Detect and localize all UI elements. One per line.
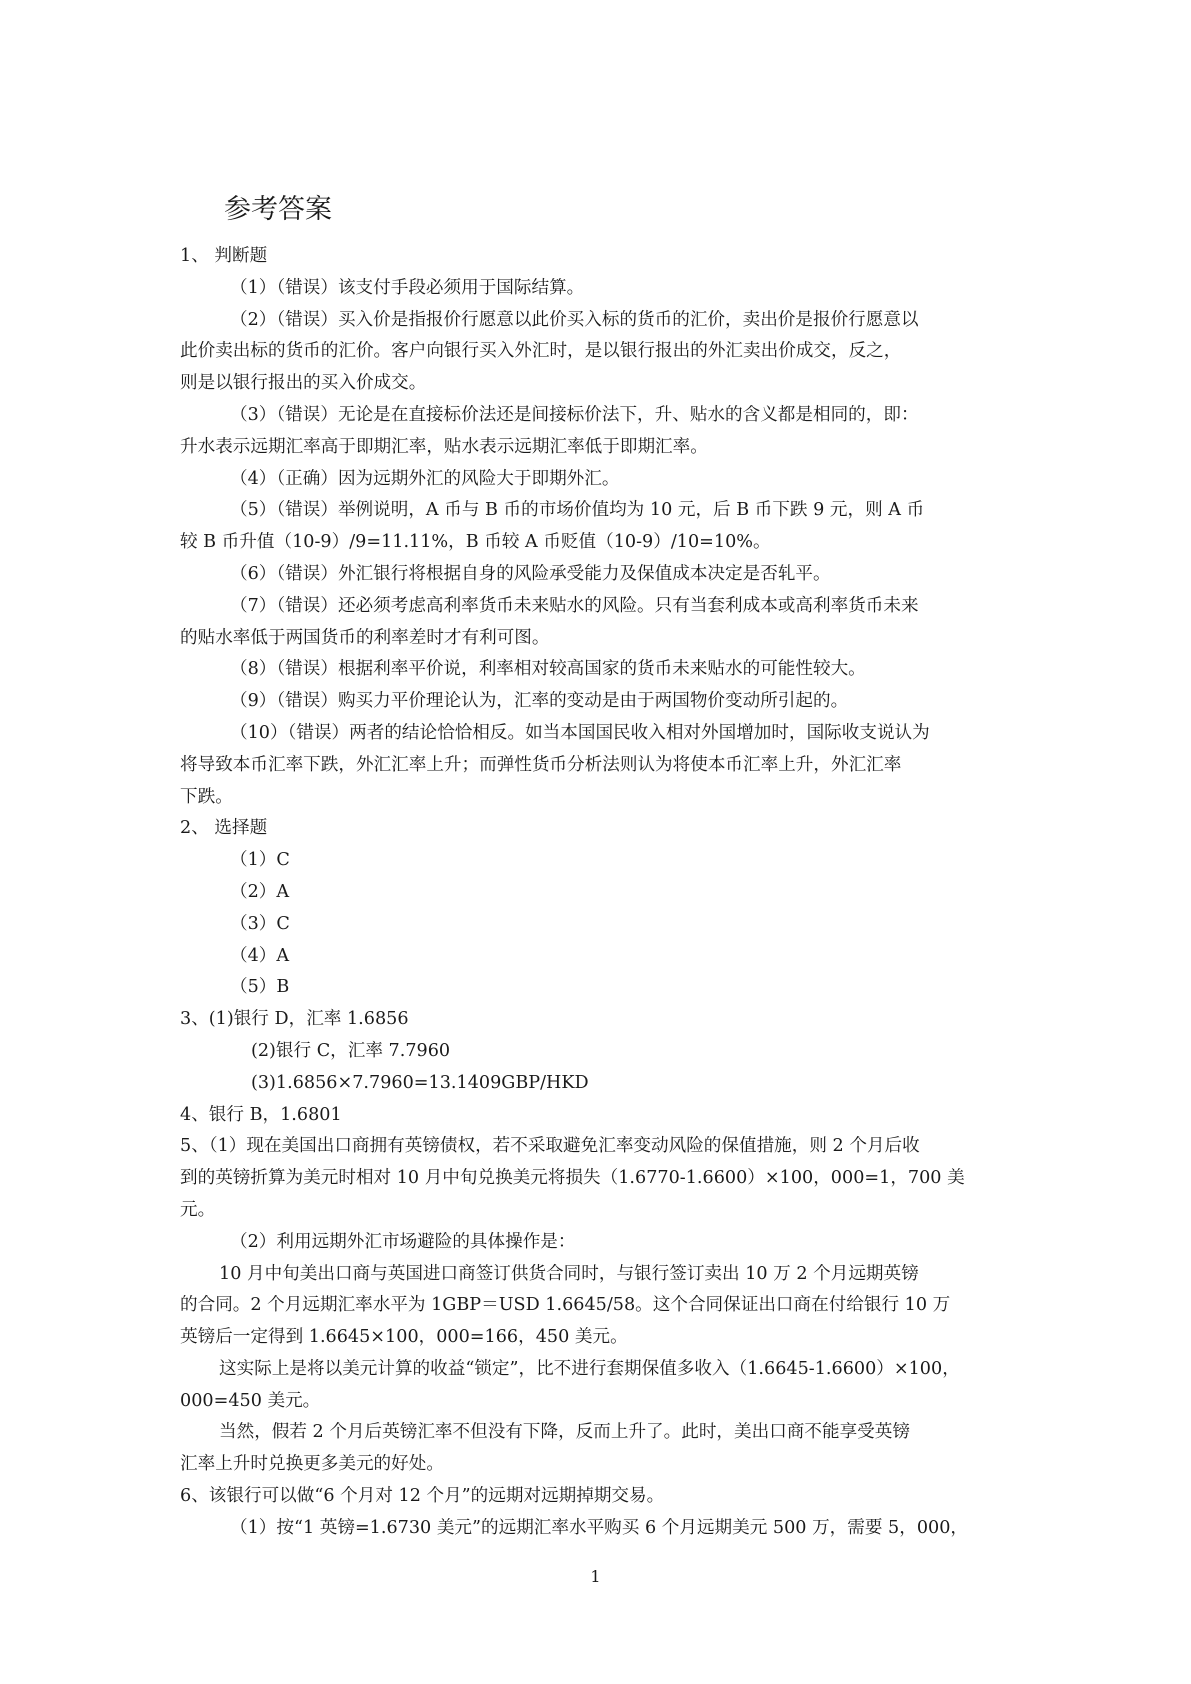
answer-line: 到的英镑折算为美元时相对 10 月中旬兑换美元将损失（1.6770-1.6600）×100，000=1，700 美	[180, 1168, 965, 1189]
answer-line: 则是以银行报出的买入价成交。	[180, 373, 427, 394]
page-number: 1	[590, 1567, 601, 1586]
answer-body	[180, 241, 1048, 1545]
choice-answer: （3）C	[230, 913, 290, 934]
answer-line: （3）（错误）无论是在直接标价法还是间接标价法下，升、贴水的含义都是相同的，即：	[230, 404, 919, 425]
answer-line: 升水表示远期汇率高于即期汇率，贴水表示远期汇率低于即期汇率。	[180, 436, 708, 457]
answer-line: 此价卖出标的货币的汇价。客户向银行买入外汇时，是以银行报出的外汇卖出价成交，反之，	[180, 341, 902, 362]
answer-line: (3)1.6856×7.7960=13.1409GBP/HKD	[251, 1072, 589, 1093]
choice-answer: （5）B	[230, 977, 290, 998]
choice-answer: （1）C	[230, 850, 290, 871]
choice-answer: （4）A	[230, 945, 290, 966]
answer-line: 的合同。2 个月远期汇率水平为 1GBP＝USD 1.6645/58。这个合同保证出口商在付给银行 10 万	[180, 1295, 951, 1316]
answer-line: （2）（错误）买入价是指报价行愿意以此价买入标的货币的汇价，卖出价是报价行愿意以	[230, 309, 919, 330]
answer-line: 6、该银行可以做“6 个月对 12 个月”的远期对远期掉期交易。	[180, 1486, 665, 1507]
answer-line: 汇率上升时兑换更多美元的好处。	[180, 1454, 444, 1475]
section-heading: 2、 选择题	[180, 818, 268, 839]
answer-line: 将导致本币汇率下跌，外汇汇率上升；而弹性货币分析法则认为将使本币汇率上升，外汇汇率	[180, 754, 902, 775]
answer-line: 000=450 美元。	[180, 1390, 321, 1411]
answer-line: （7）（错误）还必须考虑高利率货币未来贴水的风险。只有当套利成本或高利率货币未来	[230, 595, 919, 616]
answer-line: （8）（错误）根据利率平价说，利率相对较高国家的货币未来贴水的可能性较大。	[230, 659, 866, 680]
answer-line: 5、（1）现在美国出口商拥有英镑债权，若不采取避免汇率变动风险的保值措施，则 2 个月后收	[180, 1136, 920, 1157]
answer-line: 10 月中旬美出口商与英国进口商签订供货合同时，与银行签订卖出 10 万 2 个月远期英镑	[219, 1263, 919, 1284]
answer-line: （6）（错误）外汇银行将根据自身的风险承受能力及保值成本决定是否轧平。	[230, 563, 831, 584]
answer-line: （4）（正确）因为远期外汇的风险大于即期外汇。	[230, 468, 620, 489]
choice-answer: （2）A	[230, 881, 290, 902]
answer-line: 元。	[180, 1199, 216, 1220]
section-heading: 1、 判断题	[180, 246, 268, 266]
answer-line: （2）利用远期外汇市场避险的具体操作是：	[230, 1231, 576, 1252]
answer-line: 较 B 币升值（10-9）/9=11.11%，B 币较 A 币贬值（10-9）/10=10%。	[180, 532, 771, 553]
page-title: 参考答案	[224, 194, 332, 225]
answer-line: （9）（错误）购买力平价理论认为，汇率的变动是由于两国物价变动所引起的。	[230, 691, 849, 712]
answer-line: （5）（错误）举例说明，A 币与 B 币的市场价值均为 10 元，后 B 币下跌 9 元，则 A 币	[230, 500, 925, 521]
answer-line: (2)银行 C，汇率 7.7960	[251, 1040, 451, 1061]
answer-line: 当然，假若 2 个月后英镑汇率不但没有下降，反而上升了。此时，美出口商不能享受英镑	[219, 1422, 910, 1443]
answer-line: 英镑后一定得到 1.6645×100，000=166，450 美元。	[180, 1327, 628, 1348]
answer-line: 下跌。	[180, 786, 233, 807]
answer-line: 3、(1)银行 D，汇率 1.6856	[180, 1009, 409, 1030]
answer-line: （1）按“1 英镑=1.6730 美元”的远期汇率水平购买 6 个月远期美元 500 万，需要 5，000，	[230, 1517, 969, 1538]
answer-line: 的贴水率低于两国货币的利率差时才有利可图。	[180, 627, 550, 648]
answer-line: （10）（错误）两者的结论恰恰相反。如当本国国民收入相对外国增加时，国际收支说认为	[230, 722, 930, 743]
answer-line: 4、银行 B，1.6801	[180, 1104, 342, 1125]
answer-line: 这实际上是将以美元计算的收益“锁定”，比不进行套期保值多收入（1.6645-1.6600）×100，	[219, 1358, 960, 1379]
answer-line: （1）（错误）该支付手段必须用于国际结算。	[230, 277, 585, 298]
